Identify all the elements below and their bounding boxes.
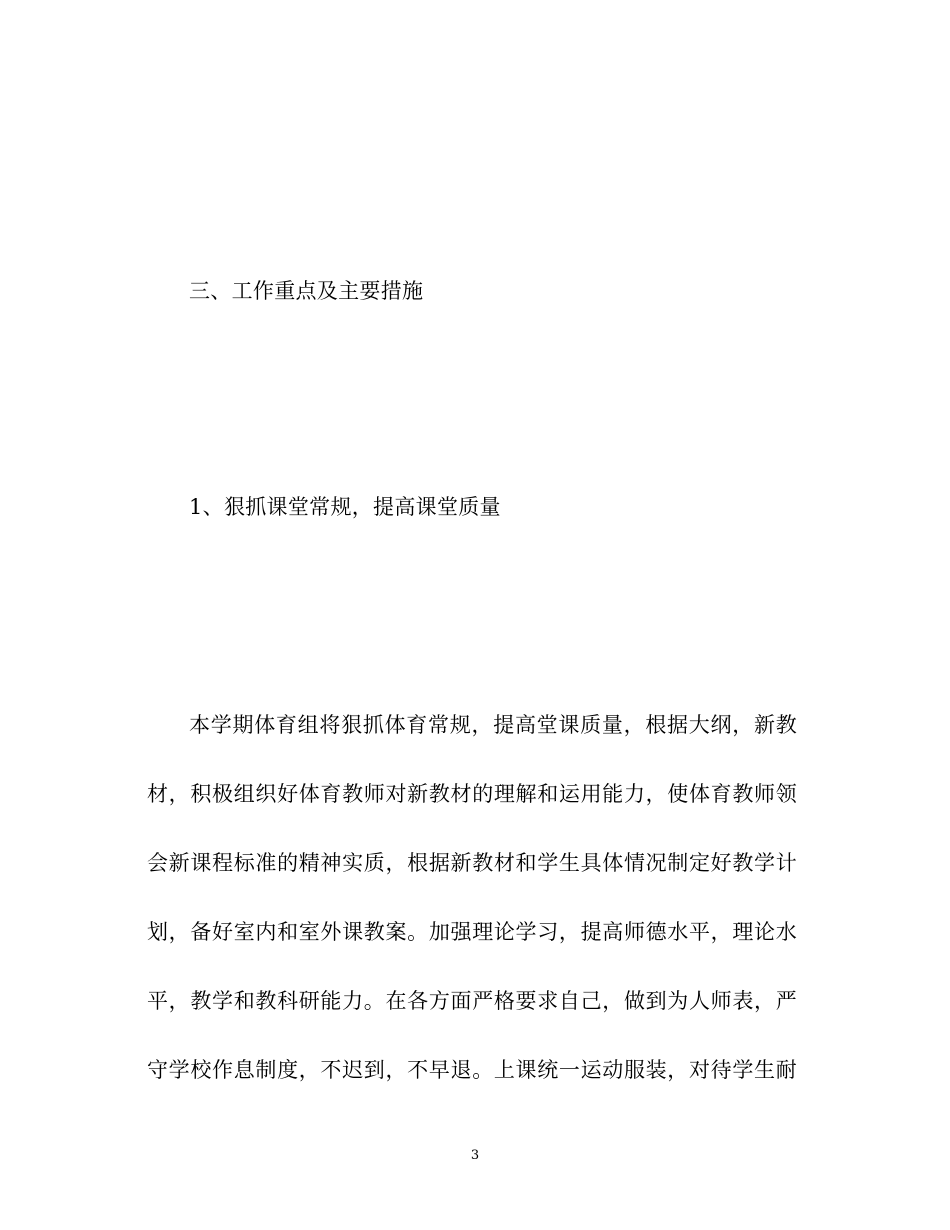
paragraph-line: 守学校作息制度，不迟到，不早退。上课统一运动服装，对待学生耐 <box>147 1058 797 1082</box>
paragraph-line: 平，教学和教科研能力。在各方面严格要求自己，做到为人师表，严 <box>147 989 797 1013</box>
paragraph-line: 材，积极组织好体育教师对新教材的理解和运用能力，使体育教师领 <box>147 782 797 806</box>
paragraph-line: 会新课程标准的精神实质，根据新教材和学生具体情况制定好教学计 <box>147 851 797 875</box>
subsection-heading: 1、狠抓课堂常规，提高课堂质量 <box>189 495 501 519</box>
paragraph-line: 划，备好室内和室外课教案。加强理论学习，提高师德水平，理论水 <box>147 920 797 944</box>
paragraph-line: 本学期体育组将狠抓体育常规，提高堂课质量，根据大纲，新教 <box>189 713 797 737</box>
page-number: 3 <box>470 1148 480 1163</box>
section-heading: 三、工作重点及主要措施 <box>189 279 424 303</box>
